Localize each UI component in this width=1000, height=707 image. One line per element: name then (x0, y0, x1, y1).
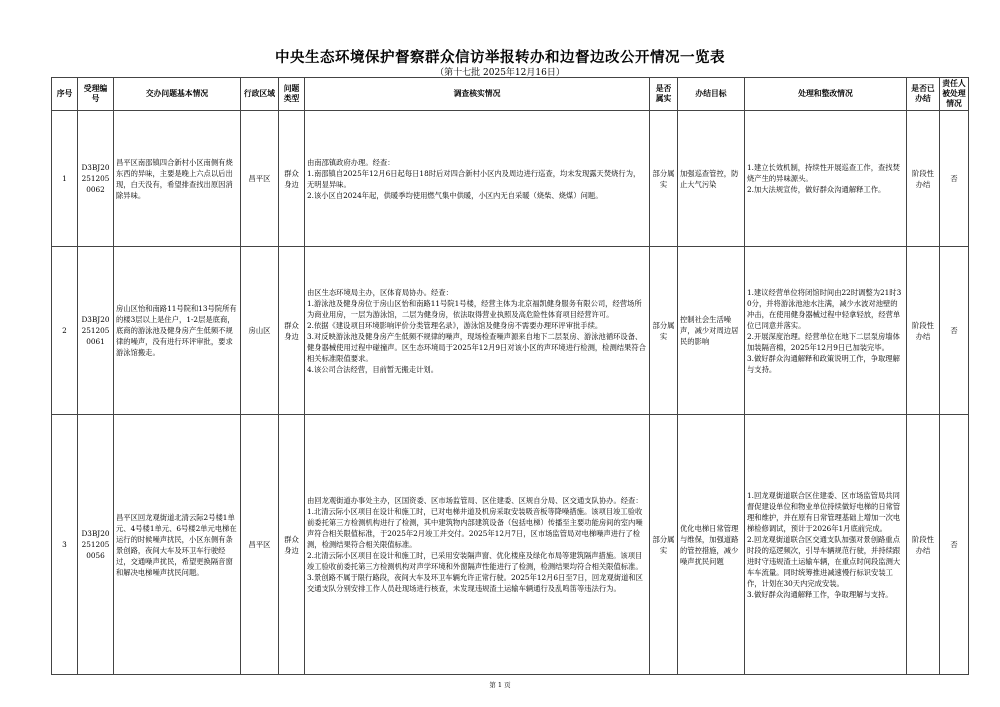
finding-line: 1.游泳池及健身房位于房山区怡和南路11号院1号楼，经营主体为北京福凯健身服务有限公司，经营场所为商业用房，一层为游泳馆，二层为健身房，依法取得营业执照及高危险性体育项目经营许可。 (307, 298, 642, 319)
cell-punish: 否 (940, 247, 969, 415)
cell-closed: 阶段性办结 (907, 415, 940, 675)
col-header-closed: 是否已办结 (907, 78, 940, 111)
cell-finding (305, 247, 650, 415)
measure-line: 2.开展深度治理。经营单位在地下二层泵房墙体加装隔音棉，2025年12月9日已加装完毕。 (747, 331, 900, 352)
measure-line: 1.回龙观街道联合区住建委、区市场监管局共同督促建设单位和物业单位持续做好电梯的日常管理和维护，并在原有日常管理基础上增加一次电梯检修调试，预计于2026年1月底前完成。 (747, 490, 901, 533)
col-header-punish: 责任人被处理情况 (940, 78, 969, 111)
cell-issue: 房山区怡和南路11号院和13号院所有的楼3层以上是住户，1-2层是底商，底商的游泳池及健身房产生低频不规律的噪声，没有进行环评审批，要求游泳馆搬走。 (114, 247, 241, 415)
cell-finding (305, 415, 650, 675)
finding-line: 2.依据《建设项目环境影响评价分类管理名录》，游泳馆及健身房不需要办理环评审批手续。 (307, 320, 603, 330)
finding-line: 4.该公司合法经营，目前暂无搬走计划。 (307, 364, 439, 374)
finding-line: 由回龙观街道办事处主办，区国资委、区市场监管局、区住建委、区规自分局、区交通支队协办。经查： (307, 496, 643, 505)
page-number: 第 1 页 (489, 681, 511, 689)
cell-type: 群众身边 (279, 111, 305, 247)
col-header-seq: 序号 (52, 78, 78, 111)
cell-seq: 2 (52, 247, 78, 415)
col-header-type: 问题类型 (279, 78, 305, 111)
measure-line: 3.做好群众沟通解释工作，争取理解与支持。 (747, 589, 893, 599)
cell-true-flag: 部分属实 (650, 415, 678, 675)
cell-type: 群众身边 (279, 415, 305, 675)
cell-closed: 阶段性办结 (907, 247, 940, 415)
col-header-goal: 办结目标 (678, 78, 745, 111)
table-row (52, 415, 969, 675)
measure-line: 1.建议经营单位将闭馆时间由22时调整为21时30分，并将游泳池池水注满，减少水波对池壁的冲击，在使用健身器械过程中轻拿轻放，经营单位已同意并落实。 (747, 287, 902, 330)
cell-goal: 优化电梯日常管理与维保，加强道路的管控措施，减少噪声扰民问题 (678, 415, 745, 675)
col-header-measures: 处理和整改情况 (745, 78, 907, 111)
table-row (52, 247, 969, 415)
cell-seq: 3 (52, 415, 78, 675)
finding-line: 1.北清云际小区项目在设计和施工时，已对电梯井道及机房采取安装吸音板等降噪措施。该项目竣工验收前委托第三方检测机构进行了检测，其中建筑物内部建筑设备（包括电梯）传播至主要功能房间的室内噪声符合相关限值标准，于2025年2月竣工并交付。2025年12月7日，区市场监管局对电梯噪声进行了检测，检测结果符合相关限值标准。 (307, 507, 643, 549)
cell-measures (745, 111, 907, 247)
cell-seq: 1 (52, 111, 78, 247)
cell-true-flag: 部分属实 (650, 247, 678, 415)
cell-issue: 昌平区南邵镇四合新村小区南侧有烧东西的异味，主要是晚上六点以后出现，白天没有，希望排查找出原因消除异味。 (114, 111, 241, 247)
cell-district: 昌平区 (241, 415, 279, 675)
measure-line: 2.加大法规宣传，做好群众沟通解释工作。 (747, 185, 886, 194)
col-header-district: 行政区域 (241, 78, 279, 111)
cell-id: D3BJ202512050061 (78, 247, 114, 415)
finding-line: 3.景创路不属于限行路段，夜间大车及环卫车辆允许正常行驶。2025年12月6日至7日，回龙观街道和区交通支队分别安排工作人员赴现场进行核查，未发现违规渣土运输车辆通行及乱鸣笛等违法行为。 (307, 573, 643, 593)
cell-id: D3BJ202512050056 (78, 415, 114, 675)
finding-line: 由区生态环境局主办，区体育局协办。经查： (307, 287, 453, 297)
cell-district: 房山区 (241, 247, 279, 415)
col-header-true: 是否属实 (650, 78, 678, 111)
cell-measures (745, 247, 907, 415)
disclosure-table (51, 77, 969, 675)
finding-line: 1.南邵镇自2025年12月6日起每日18时后对四合新村小区内及周边进行巡查，均未发现露天焚烧行为，无明显异味。 (307, 168, 641, 189)
cell-goal: 加强巡查管控，防止大气污染 (678, 111, 745, 247)
col-header-id: 受理编号 (78, 78, 114, 111)
col-header-finding: 调查核实情况 (305, 78, 650, 111)
cell-closed: 阶段性办结 (907, 111, 940, 247)
finding-line: 2.北清云际小区项目在设计和施工时，已采用安装隔声窗、优化楼座及绿化布局等建筑隔声措施。该项目竣工验收前委托第三方检测机构对声学环境和外窗隔声性能进行了检测，检测结果均符合相关限值标准。 (307, 551, 643, 571)
finding-line: 3.对反映游泳池及健身房产生低频不规律的噪声，现场检查噪声源来自地下二层泵房、游泳池循环设备、健身器械使用过程中碰撞声。区生态环境局于2025年12月9日对该小区的声环境进行检测，检测结果符合相关标准限值要求。 (307, 331, 646, 363)
cell-issue: 昌平区回龙观街道北清云际2号楼1单元、4号楼1单元、6号楼2单元电梯在运行的时候噪声扰民，小区东侧有条景创路，夜间大车及环卫车行驶经过，交通噪声扰民，希望更换隔音窗和解决电梯噪声扰民问题。 (114, 415, 241, 675)
measure-line: 2.回龙观街道联合区交通支队加强对景创路重点时段的巡逻频次，引导车辆规范行驶，并持续跟进时守违规渣土运输车辆，在重点时间段监测大车车流量。同时统筹推进减速慢行标识安装工作，计划在30天内完成安装。 (747, 534, 901, 588)
measure-line: 3.做好群众沟通解释和政策说明工作，争取理解与支持。 (747, 353, 900, 374)
cell-id: D3BJ202512050062 (78, 111, 114, 247)
table-header-row (52, 78, 969, 111)
cell-district: 昌平区 (241, 111, 279, 247)
cell-measures (745, 415, 907, 675)
cell-type: 群众身边 (279, 247, 305, 415)
cell-punish: 否 (940, 111, 969, 247)
table-row (52, 111, 969, 247)
col-header-issue: 交办问题基本情况 (114, 78, 241, 111)
cell-punish: 否 (940, 415, 969, 675)
document-subtitle: （第十七批 2025年12月16日） (435, 68, 565, 78)
document-title: 中央生态环境保护督察群众信访举报转办和边督边改公开情况一览表 (275, 50, 725, 66)
finding-line: 由南邵镇政府办理。经查： (307, 157, 395, 167)
cell-true-flag: 部分属实 (650, 111, 678, 247)
cell-goal: 控制社会生活噪声，减少对周边居民的影响 (678, 247, 745, 415)
cell-finding (305, 111, 650, 247)
measure-line: 1.建立长效机制，持续性开展巡查工作，查找焚烧产生的异味源头。 (747, 163, 900, 183)
finding-line: 2.该小区自2024年起，供暖季均使用燃气集中供暖，小区内无自采暖（烧柴、烧煤）问题。 (307, 190, 603, 200)
